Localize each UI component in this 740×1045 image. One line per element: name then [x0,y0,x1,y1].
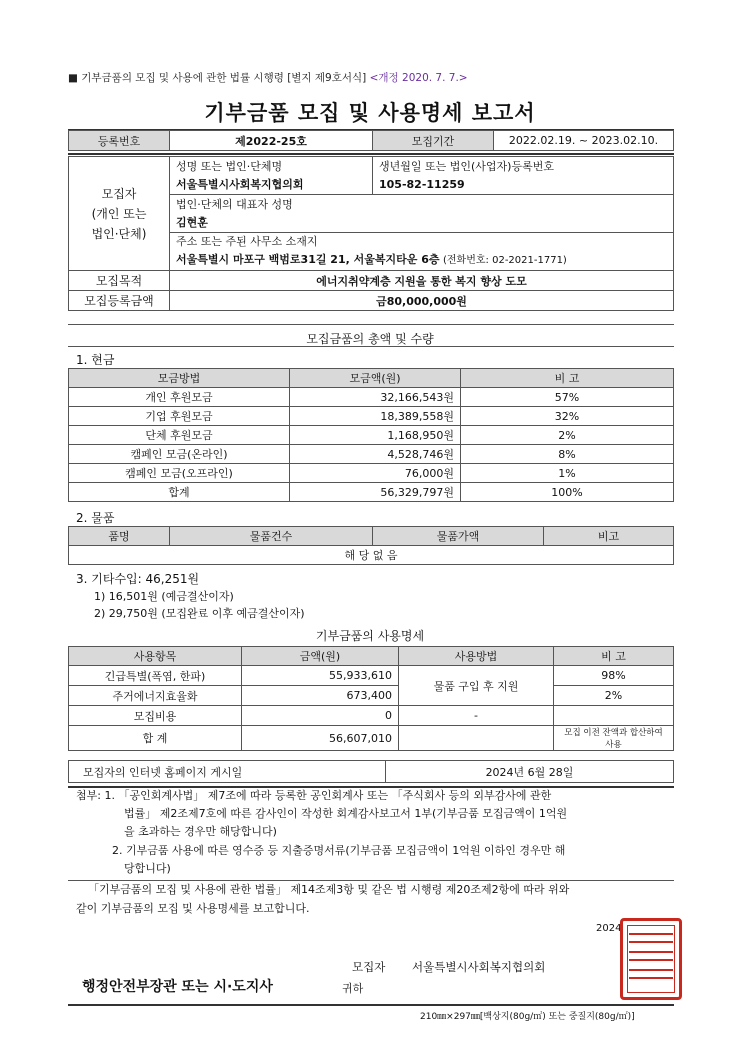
collector-label: 모집자 [101,186,137,201]
header-table [68,130,674,151]
goods-table: 품명 물품건수 물품가액 비고 해 당 없 음 [68,526,674,565]
legal-reference: ■ 기부금품의 모집 및 사용에 관한 법률 시행령 [별지 제9호서식] <개정 2020. 7. 7.> [68,72,468,84]
cash-header-note: 비 고 [461,369,674,388]
usage-total-note: 모집 이전 잔액과 합산하여 사용 [554,726,674,751]
usage-total-row: 합 계 56,607,010 모집 이전 잔액과 합산하여 사용 [69,726,674,751]
cash-total-row: 합계 56,329,797원 100% [69,483,674,502]
page-title: 기부금품 모집 및 사용명세 보고서 [204,101,536,125]
goods-title: 2. 물품 [76,511,115,525]
recipient-suffix: 귀하 [342,982,364,995]
usage-method: 물품 구입 후 지원 [399,666,554,706]
other-income-item: 1) 16,501원 (예금결산이자) [94,590,234,603]
reg-label: 등록번호 [69,131,170,151]
rep-label: 법인·단체의 대표자 성명 [176,197,293,211]
attachment-note: 첨부: 1. 「공인회계사법」 제7조에 따라 등록한 공인회계사 또는 「주식회사 등의 외부감사에 관한 [76,789,552,802]
birth-value: 105-82-11259 [379,177,465,191]
table-row: 단체 후원모금 1,168,950원 2% [69,426,674,445]
name-value: 서울특별시사회복지협의회 [176,177,304,191]
recipient: 행정안전부장관 또는 시·도지사 [82,979,273,995]
addr-value: 서울특별시 마포구 백범로31길 21, 서울복지타운 6층 [176,253,440,266]
amount-label: 모집등록금액 [69,291,170,311]
other-income-item: 2) 29,750원 (모집완료 이후 예금결산이자) [94,607,305,620]
official-seal [620,918,682,1000]
report-date: 2024 [596,923,622,934]
table-row: 개인 후원모금 32,166,543원 57% [69,388,674,407]
internet-date: 2024년 6월 28일 [386,761,674,783]
collector-table: 모집자 (개인 또는 법인·단체) 성명 또는 법인·단체명 서울특별시사회복지협의회 생년월일 또는 법인(사업자)등록번호 105-82-11259 법인·단체의 대표자 성명 김현훈 주소 또는 주된 사무소 소재지 서울특별시 마포구 백범로31길 21, 서울복지타운 6층 (전화번호: 02-2021-1771) 모집목적 에너지취약계층 지원을 통한 복지 향상 도모 모집등록금액 금80,000,000원 [68,156,674,311]
table-row: 기업 후원모금 18,389,558원 32% [69,407,674,426]
revision-date: <개정 2020. 7. 7.> [369,72,468,84]
internet-table [68,760,674,783]
cash-title: 1. 현금 [76,353,115,367]
cash-header-method: 모금방법 [69,369,290,388]
table-row: 주거에너지효율화 673,400 2% [69,686,674,706]
totals-title: 모집금품의 총액 및 수량 [306,332,434,346]
paper-spec: 210㎜×297㎜[백상지(80g/㎡) 또는 중질지(80g/㎡)] [420,1012,635,1022]
purpose-value: 에너지취약계층 지원을 통한 복지 향상 도모 [170,271,674,291]
purpose-label: 모집목적 [69,271,170,291]
usage-title: 기부금품의 사용명세 [315,629,425,643]
table-row: 긴급특별(폭염, 한파) 55,933,610 물품 구입 후 지원 98% [69,666,674,686]
table-row: 모집비용 0 - [69,706,674,726]
signer-name: 서울특별시사회복지협의회 [412,960,546,974]
usage-table: 사용항목 금액(원) 사용방법 비 고 긴급특별(폭염, 한파) 55,933,610 물품 구입 후 지원 98% 주거에너지효율화 673,400 2% 모집비용 0 - 합 계 56,607,010 모집 이전 잔액과 합산하여 사용 [68,646,674,751]
amount-value: 금80,000,000원 [170,291,674,311]
birth-label: 생년월일 또는 법인(사업자)등록번호 [379,159,554,173]
reg-value: 제2022-25호 [170,131,373,151]
report-statement: 「기부금품의 모집 및 사용에 관한 법률」 제14조제3항 및 같은 법 시행령 제20조제2항에 따라 위와 [88,883,570,896]
table-row: 캠페인 모금(오프라인) 76,000원 1% [69,464,674,483]
cash-table [68,368,674,502]
period-value: 2022.02.19. ~ 2023.02.10. [494,131,674,151]
internet-label: 모집자의 인터넷 홈페이지 게시일 [69,761,386,783]
signer-label: 모집자 [352,960,386,974]
period-label: 모집기간 [373,131,494,151]
addr-label: 주소 또는 주된 사무소 소재지 [176,235,318,248]
name-label: 성명 또는 법인·단체명 [176,159,283,173]
rep-value: 김현훈 [176,215,208,229]
goods-none: 해 당 없 음 [69,546,674,565]
phone-number: (전화번호: 02-2021-1771) [443,255,567,266]
cash-header-amount: 모금액(원) [290,369,461,388]
other-income-title: 3. 기타수입: 46,251원 [76,572,200,586]
table-row: 캠페인 모금(온라인) 4,528,746원 8% [69,445,674,464]
